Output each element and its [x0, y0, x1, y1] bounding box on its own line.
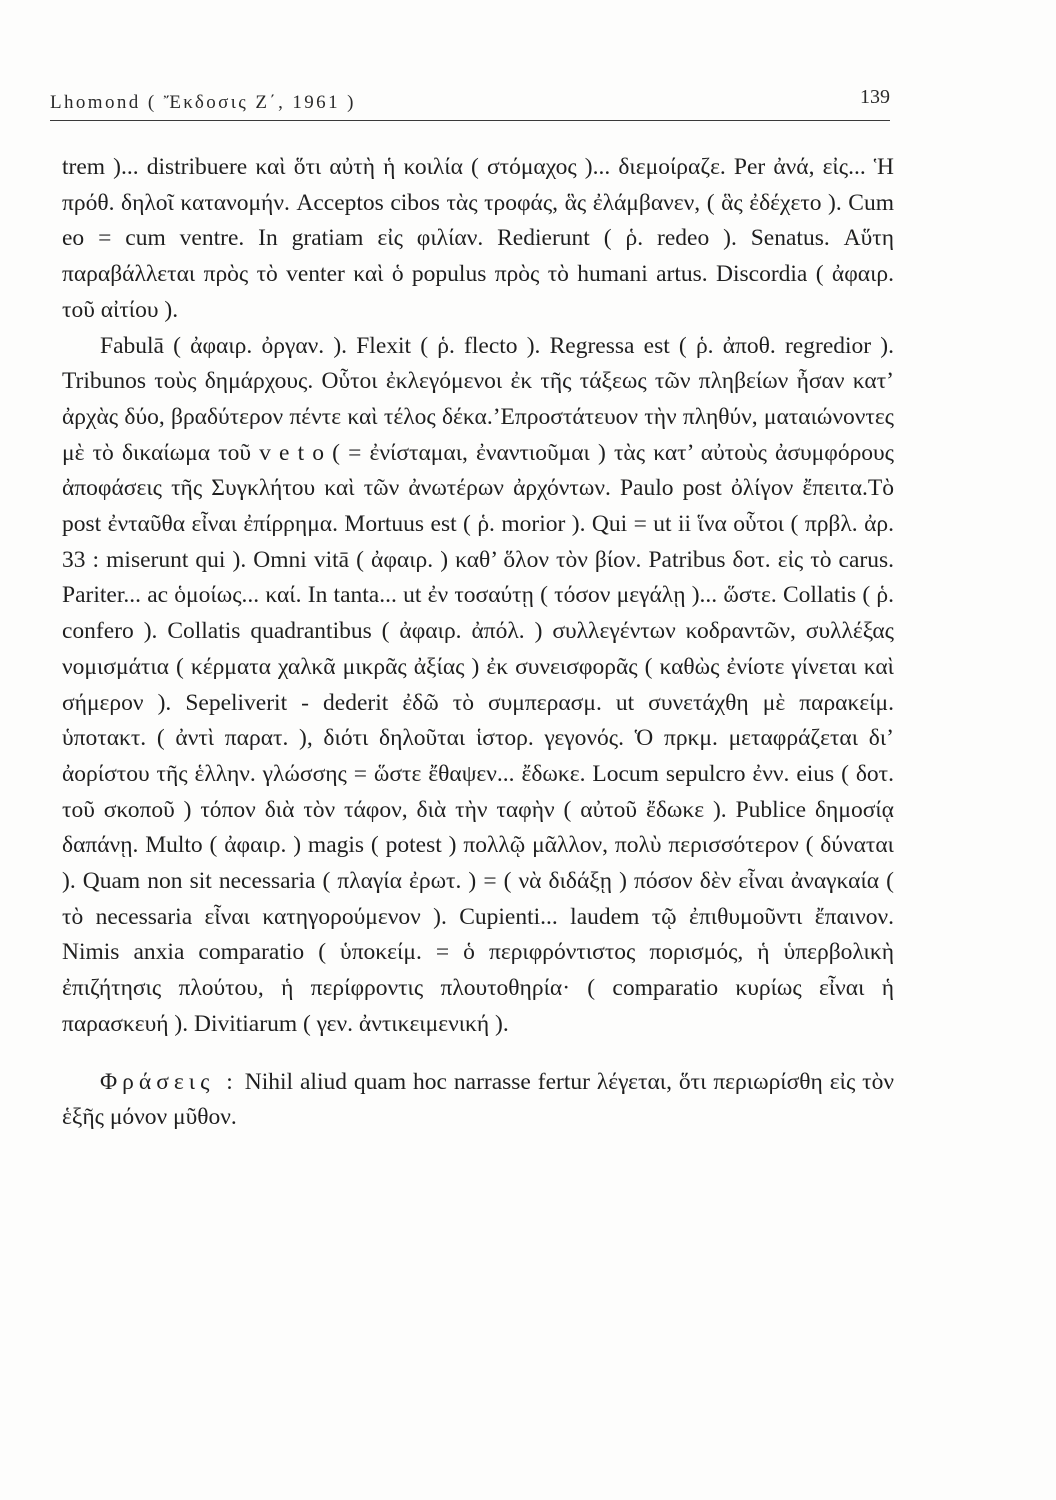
phrases-label: Φράσεις : — [100, 1068, 238, 1095]
header-rule — [50, 120, 890, 121]
commentary-paragraph-2: Fabulā ( ἀφαιρ. ὀργαν. ). Flexit ( ῥ. flecto ). Regressa est ( ῥ. ἀποθ. regredior ). Tribunos τοὺς δημάρχους. Οὗτοι ἐκλεγόμενοι ἐκ τῆς τάξεως τῶν πληβείων ἦσαν κατ’ ἀρχὰς δύο, βραδύτερον πέντε καὶ τέλος δέκα.’Επροστάτευον τὴν πληθύν, ματαιώνοντες μὲ τὸ δικαίωμα τοῦ v e t o ( = ἐνίσταμαι, ἐναντιοῦμαι ) τὰς κατ’ αὐτοὺς ἀσυμφόρους ἀποφάσεις τῆς Συγκλήτου καὶ τῶν ἀνωτέρων ἀρχόντων. Paulo post ὀλίγον ἔπειτα.Τὸ post ἐνταῦθα εἶναι ἐπίρρημα. Mortuus est ( ῥ. morior ). Qui = ut ii ἵνα οὗτοι ( πρβλ. ἀρ. 33 : miserunt qui ). Omni vitā ( ἀφαιρ. ) καθ’ ὅλον τὸν βίον. Patribus δοτ. εἰς τὸ carus. Pariter... ac ὁμοίως... καί. In tanta... ut ἐν τοσαύτῃ ( τόσον μεγάλῃ )... ὥστε. Collatis ( ῥ. confero ). Collatis quadrantibus ( ἀφαιρ. ἀπόλ. ) συλλεγέντων κοδραντῶν, συλλέξας νομισμάτια ( κέρματα χαλκᾶ μικρᾶς ἀξίας ) ἐκ συνεισφορᾶς ( καθὼς ἐνίοτε γίνεται καὶ σήμερον ). Sepeliverit - dederit ἐδῶ τὸ συμπερασμ. ut συνετάχθη μὲ παρακείμ. ὑποτακτ. ( ἀντὶ παρατ. ), διότι δηλοῦται ἱστορ. γεγονός. Ὁ πρκμ. μεταφράζεται διʼ ἀορίστου τῆς ἑλλην. γλώσσης = ὥστε ἔθαψεν... ἔδωκε. Locum sepulcro ἐνν. eius ( δοτ. τοῦ σκοποῦ ) τόπον διὰ τὸν τάφον, διὰ τὴν ταφὴν ( αὐτοῦ ἔδωκε ). Publice δημοσίᾳ δαπάνῃ. Multo ( ἀφαιρ. ) magis ( potest ) πολλῷ μᾶλλον, πολὺ περισσότερον ( δύναται ). Quam non sit necessaria ( πλαγία ἐρωτ. ) = ( νὰ διδάξῃ ) πόσον δὲν εἶναι ἀναγκαία ( τὸ necessaria εἶναι κατηγορούμενον ). Cupienti... laudem τῷ ἐπιθυμοῦντι ἔπαινον. Nimis anxia comparatio ( ὑποκείμ. = ὁ περιφρόντιστος πορισμός, ἡ ὑπερβολικὴ ἐπιζήτησις πλούτου, ἡ περίφροντις πλουτοθηρία· ( comparatio κυρίως εἶναι ἡ παρασκευή ). Divitiarum ( γεν. ἀντικειμενική ). — [62, 332, 894, 1037]
page-number: 139 — [860, 86, 890, 108]
page-header — [50, 86, 890, 116]
phrases-text: Nihil aliud quam hoc narrasse fertur λέγεται, ὅτι περιωρίσθη εἰς τὸν ἑξῆς μόνον μῦθον. — [62, 1068, 894, 1131]
commentary-paragraph-1: trem )... distribuere καὶ ὅτι αὐτὴ ἡ κοιλία ( στόμαχος )... διεμοίραζε. Per ἀνά, εἰς... Ἡ πρόθ. δηλοῖ κατανομήν. Acceptos cibos τὰς τροφάς, ἃς ἐλάμβανεν, ( ἃς ἐδέχετο ). Cum eo = cum ventre. In gratiam εἰς φιλίαν. Redierunt ( ῥ. redeo ). Senatus. Αὕτη παραβάλλεται πρὸς τὸ venter καὶ ὁ populus πρὸς τὸ humani artus. Discordia ( ἀφαιρ. τοῦ αἰτίου ). — [62, 154, 894, 323]
phrases-paragraph — [62, 1065, 894, 1136]
page-body — [62, 150, 894, 1159]
running-title: Lhomond ( Ἔκδοσις Ζ΄, 1961 ) — [50, 92, 356, 113]
